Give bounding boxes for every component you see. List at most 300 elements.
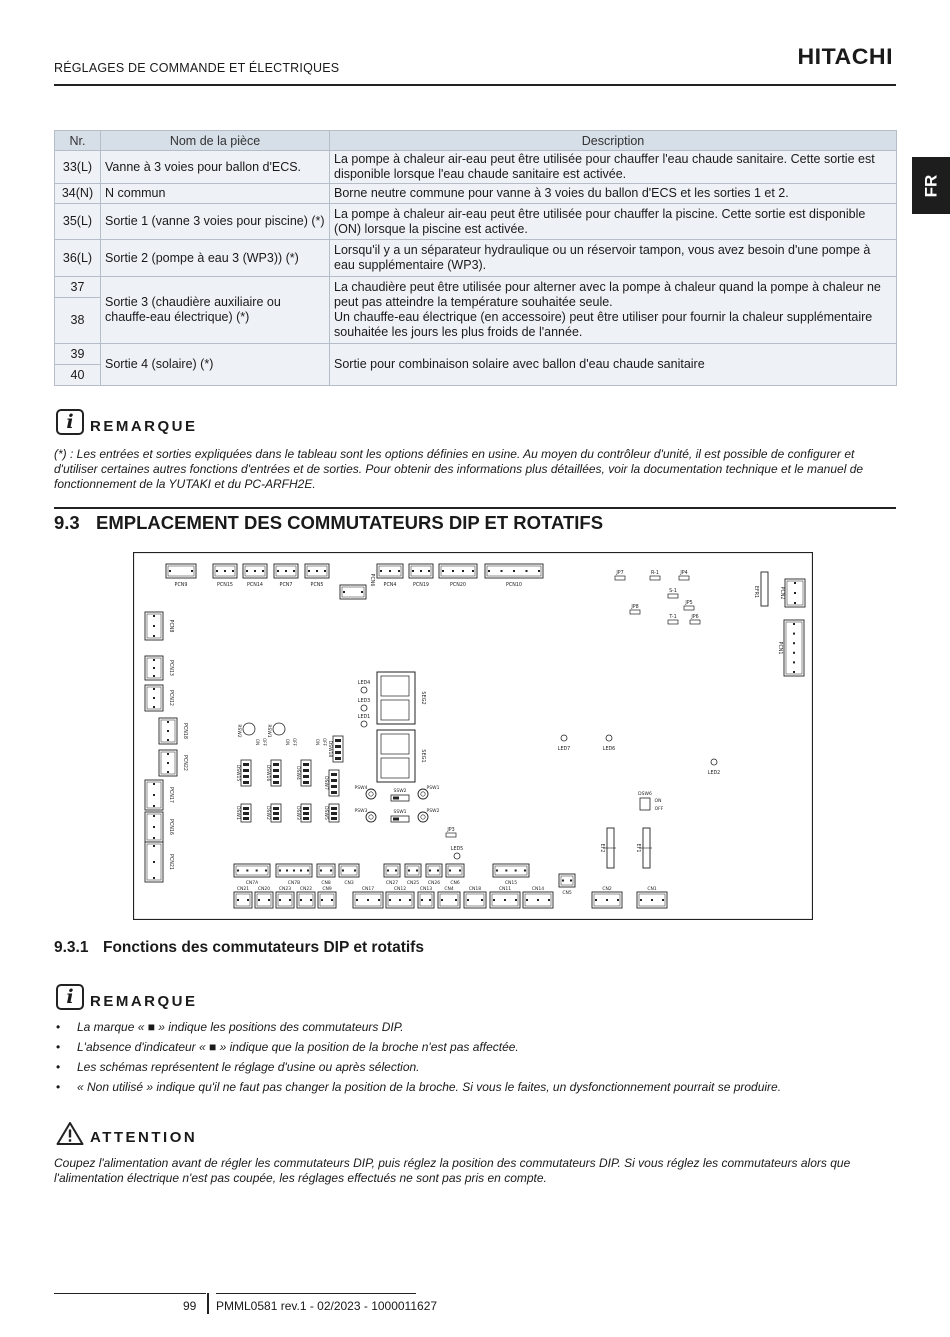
component-label: CN20 bbox=[257, 887, 271, 892]
connector-pin bbox=[153, 826, 155, 828]
dip-lever bbox=[303, 781, 309, 784]
connector-pin bbox=[408, 870, 410, 872]
component-label: RSW2 bbox=[236, 724, 241, 738]
cell-name: Sortie 1 (vanne 3 voies pour piscine) (*) bbox=[101, 204, 330, 240]
component-label: JP3 bbox=[447, 828, 455, 833]
component-label: CN8 bbox=[321, 881, 331, 886]
component-label: JP8 bbox=[631, 605, 639, 610]
connector-pin bbox=[467, 899, 469, 901]
component-label: CN1 bbox=[647, 887, 657, 892]
connector-pin bbox=[153, 615, 155, 617]
section-rule bbox=[54, 507, 896, 509]
component-label: CN7B bbox=[287, 881, 301, 886]
connector-pin bbox=[398, 570, 400, 572]
dip-lever bbox=[335, 745, 341, 748]
component-label: LED5 bbox=[450, 847, 464, 852]
component-label: PCN21 bbox=[168, 854, 173, 870]
attention-heading bbox=[56, 1121, 197, 1146]
remark-title: REMARQUE bbox=[90, 418, 198, 435]
connector-pin bbox=[651, 899, 653, 901]
component-label: DSW2 bbox=[265, 806, 270, 820]
component-label: PSW3 bbox=[354, 809, 368, 814]
dip-lever bbox=[331, 807, 337, 810]
component-label: CN7A bbox=[245, 881, 259, 886]
component-label: EFR1 bbox=[753, 585, 758, 599]
connector-pin bbox=[562, 880, 564, 882]
cell-name: Sortie 4 (solaire) (*) bbox=[101, 344, 330, 386]
component-label: OFF bbox=[654, 807, 664, 812]
connector-pin bbox=[224, 570, 226, 572]
dip-lever bbox=[303, 817, 309, 820]
dip-lever bbox=[335, 757, 341, 760]
list-item: • Les schémas représentent le réglage d'usine ou après sélection. bbox=[54, 1060, 897, 1080]
dip-lever bbox=[335, 751, 341, 754]
dip-lever bbox=[303, 775, 309, 778]
component-label: SEG2 bbox=[420, 691, 426, 705]
connector-pin bbox=[237, 870, 239, 872]
connector-pin bbox=[462, 570, 464, 572]
connector-pin bbox=[409, 899, 411, 901]
connector-pin bbox=[526, 899, 528, 901]
page-number: 99 bbox=[183, 1299, 197, 1313]
component-label: PCN18 bbox=[182, 723, 187, 739]
cell-nr: 38 bbox=[55, 298, 101, 344]
component-label: DSW4 bbox=[295, 766, 300, 780]
component-label: CN12 bbox=[393, 887, 407, 892]
component-label: PCN19 bbox=[413, 583, 429, 588]
cell-nr: 37 bbox=[55, 277, 101, 298]
footer-rule bbox=[216, 1293, 416, 1294]
remark-heading bbox=[56, 408, 198, 435]
connector-pin bbox=[256, 870, 258, 872]
component-label: DSW16 bbox=[265, 764, 270, 782]
dip-lever bbox=[243, 807, 249, 810]
component-label: CN3 bbox=[344, 881, 354, 886]
dip-lever bbox=[303, 769, 309, 772]
component-label: EF2 bbox=[599, 843, 604, 853]
cell-name: Vanne à 3 voies pour ballon d'ECS. bbox=[101, 151, 330, 184]
connector-pin bbox=[472, 570, 474, 572]
pcb-diagram bbox=[133, 552, 813, 920]
footer-divider bbox=[207, 1293, 209, 1314]
brand-logo: HITACHI bbox=[797, 44, 893, 69]
connector-pin bbox=[356, 899, 358, 901]
component-label: ON bbox=[315, 738, 320, 746]
connector-pin bbox=[153, 783, 155, 785]
connector-pin bbox=[153, 815, 155, 817]
connector-pin bbox=[513, 570, 515, 572]
component-label: DSW7 bbox=[323, 776, 328, 790]
connector-pin bbox=[570, 880, 572, 882]
dip-lever bbox=[331, 817, 337, 820]
table-row bbox=[55, 344, 897, 365]
component-label: SSW2 bbox=[393, 789, 407, 794]
connector-pin bbox=[153, 706, 155, 708]
cell-nr: 36(L) bbox=[55, 240, 101, 277]
component-label: DSW5 bbox=[323, 806, 328, 820]
component-label: DSW6 bbox=[638, 792, 652, 797]
rotary-switch bbox=[273, 723, 285, 735]
connector-pin bbox=[268, 899, 270, 901]
connector bbox=[297, 892, 315, 908]
led bbox=[361, 705, 367, 711]
connector-pin bbox=[153, 861, 155, 863]
component-label: T-1 bbox=[669, 615, 677, 620]
connector-pin bbox=[515, 899, 517, 901]
connector-pin bbox=[167, 730, 169, 732]
slide-knob bbox=[393, 818, 399, 821]
component-label: LED1 bbox=[357, 715, 371, 720]
table-row bbox=[55, 240, 897, 277]
connector-pin bbox=[412, 570, 414, 572]
component-label: PSW2 bbox=[426, 809, 440, 814]
connector-pin bbox=[258, 899, 260, 901]
warning-icon bbox=[56, 1121, 84, 1146]
connector-pin bbox=[794, 592, 796, 594]
connector-pin bbox=[247, 899, 249, 901]
component-label: OFF bbox=[322, 738, 327, 746]
cell-nr: 39 bbox=[55, 344, 101, 365]
connector-pin bbox=[793, 671, 795, 673]
component-label: PCN4 bbox=[383, 583, 397, 588]
connector-pin bbox=[389, 570, 391, 572]
component-label: SSW1 bbox=[393, 810, 407, 815]
component-label: JP7 bbox=[616, 571, 624, 576]
connector-pin bbox=[793, 652, 795, 654]
dip-lever bbox=[273, 769, 279, 772]
cell-nr: 40 bbox=[55, 365, 101, 386]
connector-pin bbox=[459, 870, 461, 872]
cell-name: Sortie 2 (pompe à eau 3 (WP3)) (*) bbox=[101, 240, 330, 277]
connector-pin bbox=[662, 899, 664, 901]
subsection-title: 9.3.1 Fonctions des commutateurs DIP et rotatifs bbox=[54, 939, 424, 956]
component-label: PCN8 bbox=[168, 619, 173, 633]
component-label: RSW1 bbox=[266, 724, 271, 738]
component-label: CN23 bbox=[278, 887, 292, 892]
connector-pin bbox=[279, 870, 281, 872]
connector-pin bbox=[300, 899, 302, 901]
connector-pin bbox=[169, 570, 171, 572]
connector-pin bbox=[389, 899, 391, 901]
dip-lever bbox=[331, 779, 337, 782]
component-label: PCN1 bbox=[777, 641, 782, 655]
component-label: PCN22 bbox=[182, 755, 187, 771]
component-label: PCN16 bbox=[168, 819, 173, 835]
connector-pin bbox=[330, 870, 332, 872]
dip-lever bbox=[303, 812, 309, 815]
cell-desc: La pompe à chaleur air-eau peut être utilisée pour chauffer la piscine. Cette sortie est disponible (ON) lorsque la piscine est activée. bbox=[330, 204, 897, 240]
dip-lever bbox=[331, 812, 337, 815]
connector-pin bbox=[387, 870, 389, 872]
component-label: PCN6 bbox=[369, 573, 374, 587]
component-label: CN27 bbox=[385, 881, 399, 886]
connector-pin bbox=[640, 899, 642, 901]
connector-pin bbox=[289, 899, 291, 901]
connector-pin bbox=[548, 899, 550, 901]
component-label: CN14 bbox=[531, 887, 545, 892]
component-label: LED7 bbox=[557, 747, 571, 752]
dip-lever bbox=[273, 781, 279, 784]
connector-pin bbox=[515, 870, 517, 872]
dip-lever bbox=[243, 817, 249, 820]
connector-pin bbox=[421, 899, 423, 901]
led bbox=[711, 759, 717, 765]
header-rule bbox=[54, 84, 896, 86]
connector-pin bbox=[320, 870, 322, 872]
led bbox=[454, 853, 460, 859]
table-row bbox=[55, 277, 897, 298]
dip-lever bbox=[331, 773, 337, 776]
connector-pin bbox=[262, 570, 264, 572]
component-label: CN6 bbox=[450, 881, 460, 886]
component-label: LED6 bbox=[602, 747, 616, 752]
table-row bbox=[55, 204, 897, 240]
dip-lever bbox=[273, 775, 279, 778]
component-label: PCN13 bbox=[168, 660, 173, 676]
dip-lever bbox=[331, 785, 337, 788]
dip-lever bbox=[303, 763, 309, 766]
attention-title: ATTENTION bbox=[90, 1129, 198, 1146]
led bbox=[361, 687, 367, 693]
cell-name: Sortie 3 (chaudière auxiliaire ou chauffe-eau électrique) (*) bbox=[101, 277, 330, 344]
dip-lever bbox=[273, 812, 279, 815]
connector-pin bbox=[342, 870, 344, 872]
led bbox=[361, 721, 367, 727]
component-label: PCN7 bbox=[279, 583, 293, 588]
table-header-row bbox=[55, 131, 897, 151]
component-label: CN4 bbox=[444, 887, 454, 892]
connector-pin bbox=[505, 870, 507, 872]
connector-pin bbox=[300, 870, 302, 872]
component-label: PCN17 bbox=[168, 787, 173, 803]
col-desc-header: Description bbox=[330, 131, 897, 151]
connector-pin bbox=[167, 771, 169, 773]
remark-list bbox=[54, 1020, 897, 1100]
component-label: CN18 bbox=[468, 887, 482, 892]
connector-pin bbox=[429, 870, 431, 872]
component-label: R-1 bbox=[651, 571, 659, 576]
component-label: CN22 bbox=[299, 887, 313, 892]
component-label: JP4 bbox=[680, 571, 688, 576]
connector-pin bbox=[452, 570, 454, 572]
component-label: JP5 bbox=[685, 601, 693, 606]
list-item: • L'absence d'indicateur « ■ » indique que la position de la broche n'est pas affectée. bbox=[54, 1040, 897, 1060]
connector-pin bbox=[538, 570, 540, 572]
led bbox=[606, 735, 612, 741]
desc-line: Un chauffe-eau électrique (en accessoire) peut être utiliser pour fournir la chaleur supplémentaire souhaitée les jours les plus froids de l'année. bbox=[334, 310, 873, 339]
table-row bbox=[55, 151, 897, 184]
connector bbox=[318, 892, 336, 908]
desc-line: La chaudière peut être utilisée pour alterner avec la pompe à chaleur quand la pompe à chaleur ne peut pas atteindre la température souhaitée seule. bbox=[334, 280, 881, 309]
component-label: OFF bbox=[262, 738, 267, 746]
col-nr-header: Nr. bbox=[55, 131, 101, 151]
connector-pin bbox=[416, 870, 418, 872]
connector-pin bbox=[524, 870, 526, 872]
connector-pin bbox=[481, 899, 483, 901]
connector-pin bbox=[488, 570, 490, 572]
connector-pin bbox=[794, 582, 796, 584]
connector-pin bbox=[237, 899, 239, 901]
connector bbox=[784, 620, 804, 676]
connector-pin bbox=[246, 870, 248, 872]
connector-pin bbox=[343, 591, 345, 593]
dip-lever bbox=[243, 781, 249, 784]
component-label: EF1 bbox=[635, 843, 640, 853]
dip-lever bbox=[273, 763, 279, 766]
table-row bbox=[55, 184, 897, 204]
connector-pin bbox=[153, 837, 155, 839]
component-label: DSW15 bbox=[235, 764, 240, 782]
connector-pin bbox=[285, 570, 287, 572]
connector-pin bbox=[277, 570, 279, 572]
cell-desc: Sortie pour combinaison solaire avec ballon d'eau chaude sanitaire bbox=[330, 344, 897, 386]
connector-pin bbox=[331, 899, 333, 901]
connector-pin bbox=[324, 570, 326, 572]
connector-pin bbox=[441, 899, 443, 901]
remark-title: REMARQUE bbox=[90, 993, 198, 1010]
connector-pin bbox=[321, 899, 323, 901]
cell-desc: Borne neutre commune pour vanne à 3 voies du ballon d'ECS et les sorties 1 et 2. bbox=[330, 184, 897, 204]
connector-pin bbox=[442, 570, 444, 572]
col-name-header: Nom de la pièce bbox=[101, 131, 330, 151]
component-label: PCN5 bbox=[310, 583, 324, 588]
connector bbox=[234, 892, 252, 908]
connector-pin bbox=[437, 870, 439, 872]
remark-text: (*) : Les entrées et sorties expliquées dans le tableau sont les options définies en usine. Au moyen du contrôleur d'unité, il est possible de configurer et d'utiliser certaines autres fonctions d'entrées et de sorties. Pour obtenir des informations plus détaillées, voir la documentation technique et le manuel de fonctionnement de la YUTAKI et du PC-ARFH2E. bbox=[54, 447, 864, 491]
connector-pin bbox=[265, 870, 267, 872]
remark-heading bbox=[56, 983, 198, 1010]
footer-rule bbox=[54, 1293, 206, 1294]
component-label: PCN14 bbox=[247, 583, 263, 588]
slide-knob bbox=[393, 797, 399, 800]
push-button bbox=[366, 812, 376, 822]
connector-pin bbox=[361, 591, 363, 593]
connector-pin bbox=[153, 845, 155, 847]
component-label: CN26 bbox=[427, 881, 441, 886]
component-label: CN2 bbox=[602, 887, 612, 892]
connector-pin bbox=[153, 675, 155, 677]
component-label: PCN12 bbox=[168, 690, 173, 706]
connector-pin bbox=[167, 762, 169, 764]
connector-pin bbox=[310, 899, 312, 901]
connector-pin bbox=[399, 899, 401, 901]
component-label: CN21 bbox=[236, 887, 250, 892]
connector-pin bbox=[428, 570, 430, 572]
connector-pin bbox=[246, 570, 248, 572]
connector-pin bbox=[191, 570, 193, 572]
component-label: CN25 bbox=[406, 881, 420, 886]
connector-pin bbox=[429, 899, 431, 901]
connector-pin bbox=[232, 570, 234, 572]
component-label: DSW1 bbox=[235, 806, 240, 820]
dip-switch bbox=[640, 798, 650, 810]
connector-pin bbox=[153, 625, 155, 627]
list-item: • La marque « ■ » indique les positions des commutateurs DIP. bbox=[54, 1020, 897, 1040]
component-label: PSW4 bbox=[354, 786, 368, 791]
connector-pin bbox=[308, 570, 310, 572]
info-icon: i bbox=[56, 409, 84, 435]
component-label: CN5 bbox=[562, 891, 572, 896]
connector-pin bbox=[167, 721, 169, 723]
component-label: LED3 bbox=[357, 699, 371, 704]
connector bbox=[276, 892, 294, 908]
info-icon: i bbox=[56, 984, 84, 1010]
cell-name: N commun bbox=[101, 184, 330, 204]
component-label: JP6 bbox=[691, 615, 699, 620]
connector-pin bbox=[595, 899, 597, 901]
cell-nr: 35(L) bbox=[55, 204, 101, 240]
connector-pin bbox=[793, 642, 795, 644]
section-title: 9.3 EMPLACEMENT DES COMMUTATEURS DIP ET ROTATIFS bbox=[54, 512, 604, 533]
connector-pin bbox=[496, 870, 498, 872]
document-reference: PMML0581 rev.1 - 02/2023 - 1000011627 bbox=[216, 1299, 438, 1313]
connector-pin bbox=[793, 633, 795, 635]
component-label: CN9 bbox=[322, 887, 332, 892]
connector-pin bbox=[153, 697, 155, 699]
component-label: LED4 bbox=[357, 681, 371, 686]
connector-pin bbox=[449, 870, 451, 872]
cell-nr: 34(N) bbox=[55, 184, 101, 204]
connector-pin bbox=[293, 870, 295, 872]
dip-lever bbox=[335, 739, 341, 742]
component-label: DSW18 bbox=[327, 740, 332, 758]
connector-pin bbox=[380, 570, 382, 572]
connector-pin bbox=[153, 794, 155, 796]
connector bbox=[418, 892, 434, 908]
connector-pin bbox=[153, 667, 155, 669]
component-label: PSW1 bbox=[426, 786, 440, 791]
connector-pin bbox=[794, 602, 796, 604]
connector-pin bbox=[307, 870, 309, 872]
connector-pin bbox=[493, 899, 495, 901]
connector-pin bbox=[354, 870, 356, 872]
cell-desc: La pompe à chaleur air-eau peut être utilisée pour chauffer l'eau chaude sanitaire. Cette sortie est disponible lorsque l'eau chaude sanitaire est activée. bbox=[330, 151, 897, 184]
component-label: CN13 bbox=[419, 887, 433, 892]
component-label: DSW3 bbox=[295, 806, 300, 820]
component-label: ON bbox=[255, 738, 260, 746]
running-header: RÉGLAGES DE COMMANDE ET ÉLECTRIQUES bbox=[54, 61, 340, 75]
connector-pin bbox=[526, 570, 528, 572]
connector-pin bbox=[153, 659, 155, 661]
led bbox=[561, 735, 567, 741]
component-label: PCN15 bbox=[217, 583, 233, 588]
component-label: CN11 bbox=[498, 887, 512, 892]
connector-pin bbox=[378, 899, 380, 901]
connector-pin bbox=[254, 570, 256, 572]
component-label: PCN20 bbox=[450, 583, 466, 588]
cell-desc: Lorsqu'il y a un séparateur hydraulique ou un réservoir tampon, vous avez besoin d'une pompe à eau supplémentaire (WP3). bbox=[330, 240, 897, 277]
dip-lever bbox=[243, 763, 249, 766]
connector-pin bbox=[395, 870, 397, 872]
component-label: LED2 bbox=[707, 771, 721, 776]
push-button bbox=[366, 789, 376, 799]
dip-lever bbox=[331, 791, 337, 794]
connector-pin bbox=[153, 688, 155, 690]
cell-nr: 33(L) bbox=[55, 151, 101, 184]
connector-pin bbox=[153, 877, 155, 879]
dip-lever bbox=[243, 775, 249, 778]
parts-table bbox=[54, 130, 897, 386]
component-label: ON bbox=[285, 738, 290, 746]
connector-pin bbox=[504, 899, 506, 901]
component-label: CN15 bbox=[504, 881, 518, 886]
connector-pin bbox=[501, 570, 503, 572]
connector-pin bbox=[420, 570, 422, 572]
connector-pin bbox=[153, 635, 155, 637]
component-label: CN17 bbox=[361, 887, 375, 892]
component-label: S-1 bbox=[669, 589, 677, 594]
dip-lever bbox=[273, 807, 279, 810]
